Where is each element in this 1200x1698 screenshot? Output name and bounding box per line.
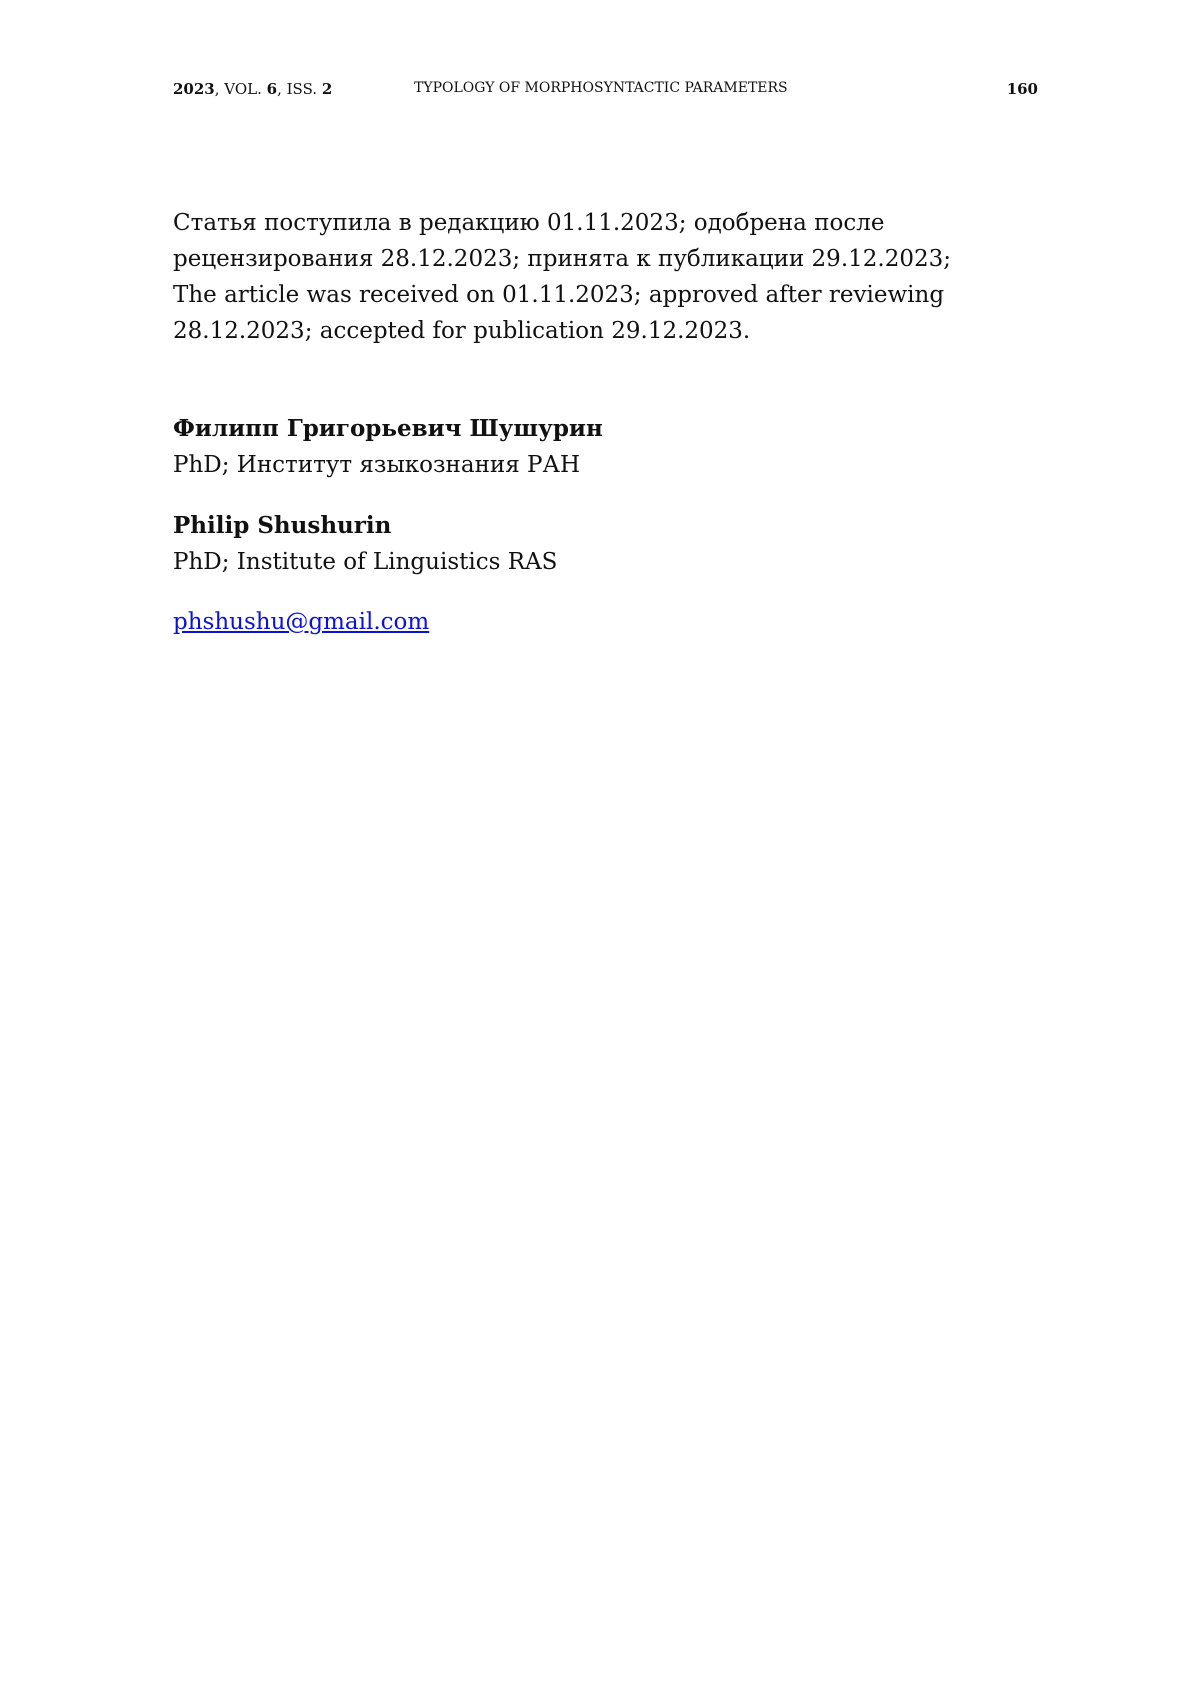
email-link[interactable]: phshushu@gmail.com: [173, 609, 430, 635]
journal-section-title: TYPOLOGY OF MORPHOSYNTACTIC PARAMETERS: [414, 80, 788, 96]
header-iss: 2: [321, 80, 333, 98]
header-iss-prefix: , ISS.: [277, 80, 322, 98]
running-header: [173, 80, 1038, 104]
author-affiliation-ru: PhD; Институт языкознания РАН: [173, 452, 581, 478]
header-vol: 6: [266, 80, 278, 98]
spacer: [173, 483, 1043, 508]
author-contact: [173, 604, 1043, 640]
spacer: [173, 349, 1043, 411]
page-number: 160: [1006, 80, 1038, 98]
article-dates-en: The article was received on 01.11.2023; approved after reviewing 28.12.2023; accepted for publication 29.12.2023.: [173, 282, 945, 344]
journal-issue-info: [173, 80, 332, 98]
header-year: 2023: [173, 80, 215, 98]
article-dates-ru: Статья поступила в редакцию 01.11.2023; одобрена после рецензирования 28.12.2023; принята к публикации 29.12.2023;: [173, 210, 951, 272]
author-affiliation-en: PhD; Institute of Linguistics RAS: [173, 549, 558, 575]
author-name-en: Philip Shushurin: [173, 512, 392, 539]
author-name-ru: Филипп Григорьевич Шушурин: [173, 415, 603, 442]
header-vol-prefix: , VOL.: [214, 80, 267, 98]
spacer: [173, 580, 1043, 604]
article-end-matter: [173, 205, 1043, 640]
